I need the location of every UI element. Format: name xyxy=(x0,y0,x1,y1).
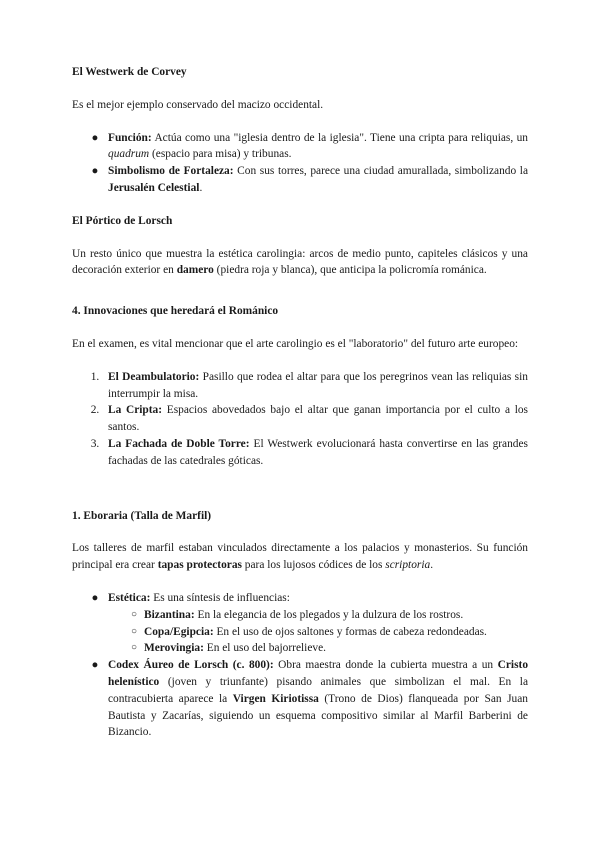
list-item: ● Estética: Es una síntesis de influencias: xyxy=(72,590,528,607)
heading-portico-lorsch: El Pórtico de Lorsch xyxy=(72,214,173,227)
paragraph-portico-lorsch: Un resto único que muestra la estética carolingia: arcos de medio punto, capiteles clásicos y una decoración exterior en damero (piedra roja y blanca), que anticipa la policromía románica. xyxy=(72,247,528,277)
list-item: 2. La Cripta: Espacios abovedados bajo el altar que ganan importancia por el culto a los santos. xyxy=(90,404,528,434)
hollow-bullet-icon: ○ xyxy=(130,625,138,637)
list-eboraria xyxy=(72,590,528,741)
heading-innovaciones: 4. Innovaciones que heredará el Románico xyxy=(72,305,279,318)
list-item: ● Simbolismo de Fortaleza: Con sus torres, parece una ciudad amurallada, simbolizando la Jerusalén Celestial. xyxy=(72,163,528,197)
sub-list-item: ○ Bizantina: En la elegancia de los plegados y la dulzura de los rostros. xyxy=(72,607,528,624)
list-item: ● Función: Actúa como una "iglesia dentro de la iglesia". Tiene una cripta para reliquias, un quadrum (espacio para misa) y tribunas. xyxy=(72,130,528,164)
sub-list-item: ○ Merovingia: En el uso del bajorrelieve. xyxy=(72,640,528,657)
list-item: 1. El Deambulatorio: Pasillo que rodea el altar para que los peregrinos vean las reliquias sin interrumpir la misa. xyxy=(90,370,528,400)
list-item: ● Codex Áureo de Lorsch (c. 800): Obra maestra donde la cubierta muestra a un Cristo helenístico (joven y triunfante) pisando animales que simbolizan el mal. En la contracubierta aparece la Virgen Kiriotissa (Trono de Dios) flanqueada por San Juan Bautista y Zacarías, siguiendo un esquema compositivo similar al Marfil Barberini de Bizancio. xyxy=(72,657,528,741)
hollow-bullet-icon: ○ xyxy=(130,608,138,620)
document-page xyxy=(72,64,528,741)
bullet-icon: ● xyxy=(91,591,99,604)
paragraph-innovaciones-intro: En el examen, es vital mencionar que el arte carolingio es el "laboratorio" del futuro arte europeo: xyxy=(72,337,519,350)
heading-eboraria: 1. Eboraria (Talla de Marfil) xyxy=(72,509,212,522)
bullet-icon: ● xyxy=(91,165,99,178)
bullet-icon: ● xyxy=(91,659,99,672)
paragraph-eboraria: Los talleres de marfil estaban vinculados directamente a los palacios y monasterios. Su función principal era crear tapas protectoras para los lujosos códices de los scriptoria. xyxy=(72,542,528,572)
sub-list-item: ○ Copa/Egipcia: En el uso de ojos saltones y formas de cabeza redondeadas. xyxy=(72,624,528,641)
heading-westwerk-corvey: El Westwerk de Corvey xyxy=(72,66,187,78)
paragraph-westwerk-intro: Es el mejor ejemplo conservado del macizo occidental. xyxy=(72,98,324,111)
list-westwerk xyxy=(72,130,528,197)
list-item: 3. La Fachada de Doble Torre: El Westwerk evolucionará hasta convertirse en las grandes fachadas de las catedrales góticas. xyxy=(90,437,528,467)
list-innovaciones xyxy=(72,369,528,470)
bullet-icon: ● xyxy=(91,131,99,144)
hollow-bullet-icon: ○ xyxy=(130,642,138,654)
